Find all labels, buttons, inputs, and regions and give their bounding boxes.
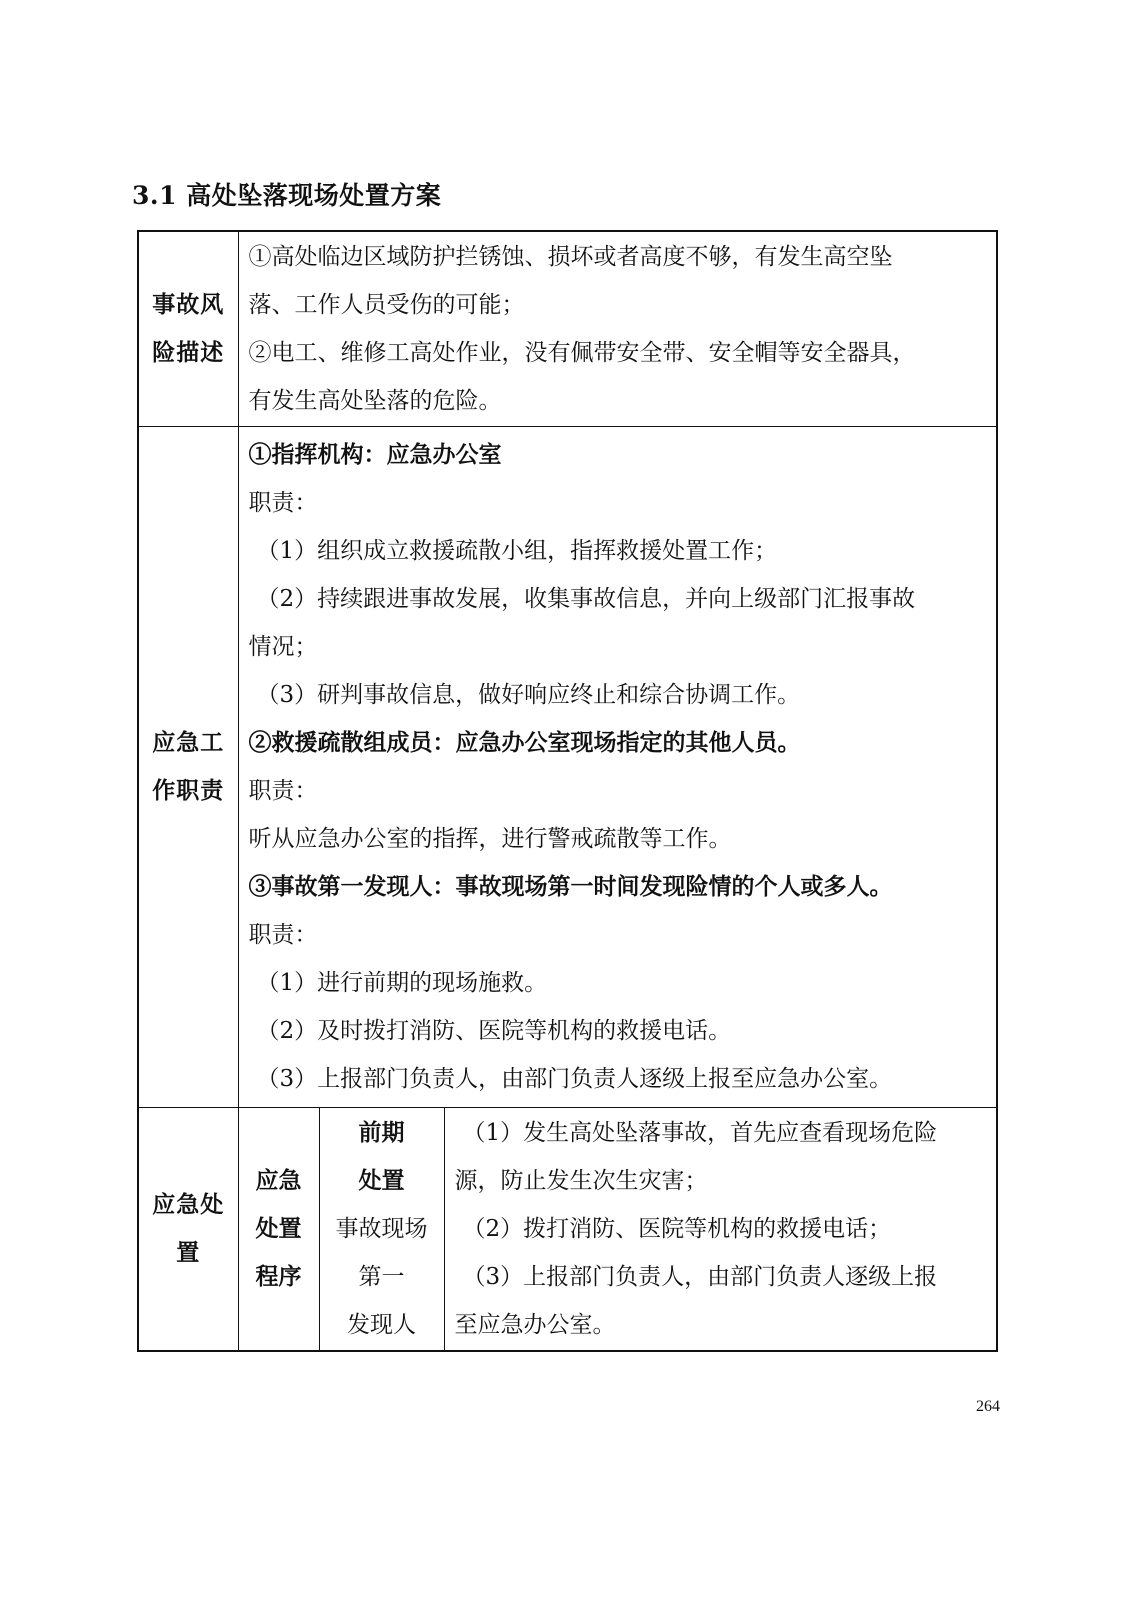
risk-description (238, 231, 997, 427)
page-number: 264 (976, 1398, 1000, 1415)
step-line: （1）发生高处坠落事故，首先应查看现场危险 (462, 1120, 938, 1146)
disposal-label-line: 置 (176, 1239, 201, 1266)
duty-line: 职责： (248, 490, 318, 516)
stage-bold-line: 前期 (358, 1119, 405, 1146)
duty-line: （2）及时拨打消防、医院等机构的救援电话。 (256, 1018, 732, 1044)
duties-content (238, 427, 997, 1108)
duties-label (138, 427, 238, 1108)
duty-line: ①指挥机构：应急办公室 (248, 441, 502, 468)
table-row-disposal (138, 1108, 997, 1352)
disposal-label (138, 1108, 238, 1352)
duties-label-line: 应急工 (152, 729, 225, 756)
duty-line: ③事故第一发现人：事故现场第一时间发现险情的个人或多人。 (248, 873, 893, 900)
stage-line: 第一 (358, 1264, 405, 1290)
risk-line: 有发生高处坠落的危险。 (248, 388, 502, 414)
table-row-risk (138, 231, 997, 427)
disposal-plan-table (137, 230, 998, 1352)
duties-list (249, 431, 989, 1103)
procedure-label-line: 应急 (255, 1167, 302, 1194)
step-line: （3）上报部门负责人，由部门负责人逐级上报 (462, 1264, 938, 1290)
disposal-label-line: 应急处 (152, 1191, 225, 1218)
risk-line: ②电工、维修工高处作业，没有佩带安全带、安全帽等安全器具， (248, 340, 916, 366)
duty-line: （3）上报部门负责人，由部门负责人逐级上报至应急办公室。 (256, 1066, 893, 1092)
duties-label-line: 作职责 (152, 777, 225, 804)
duty-line: 听从应急办公室的指挥，进行警戒疏散等工作。 (248, 826, 732, 852)
stage-line: 发现人 (347, 1312, 416, 1338)
duty-line: （2）持续跟进事故发展，收集事故信息，并向上级部门汇报事故 (256, 586, 916, 612)
risk-label-line: 险描述 (152, 339, 225, 366)
risk-label (138, 231, 238, 427)
duty-line: 职责： (248, 922, 318, 948)
risk-line: 落、工作人员受伤的可能； (248, 292, 525, 318)
step-line: （2）拨打消防、医院等机构的救援电话； (462, 1216, 892, 1242)
duty-line: （1）组织成立救援疏散小组，指挥救援处置工作； (256, 538, 778, 564)
duty-line: ②救援疏散组成员：应急办公室现场指定的其他人员。 (248, 729, 801, 756)
stage-cell (319, 1108, 444, 1352)
procedure-label-line: 程序 (255, 1263, 302, 1290)
risk-label-line: 事故风 (152, 291, 225, 318)
procedure-label (238, 1108, 319, 1352)
duty-line: （3）研判事故信息，做好响应终止和综合协调工作。 (256, 682, 801, 708)
procedure-label-line: 处置 (255, 1215, 302, 1242)
risk-line: ①高处临边区域防护拦锈蚀、损坏或者高度不够，有发生高空坠 (248, 244, 893, 270)
duty-line: 职责： (248, 778, 318, 804)
table-row-duties (138, 427, 997, 1108)
stage-bold-line: 处置 (358, 1167, 405, 1194)
duty-line: 情况； (248, 634, 318, 660)
step-line: 至应急办公室。 (454, 1312, 616, 1338)
duty-line: （1）进行前期的现场施救。 (256, 970, 548, 996)
step-line: 源，防止发生次生灾害； (454, 1168, 708, 1194)
stage-line: 事故现场 (335, 1216, 428, 1242)
disposal-steps (444, 1108, 997, 1352)
page-title: 3.1 高处坠落现场处置方案 (132, 181, 442, 210)
